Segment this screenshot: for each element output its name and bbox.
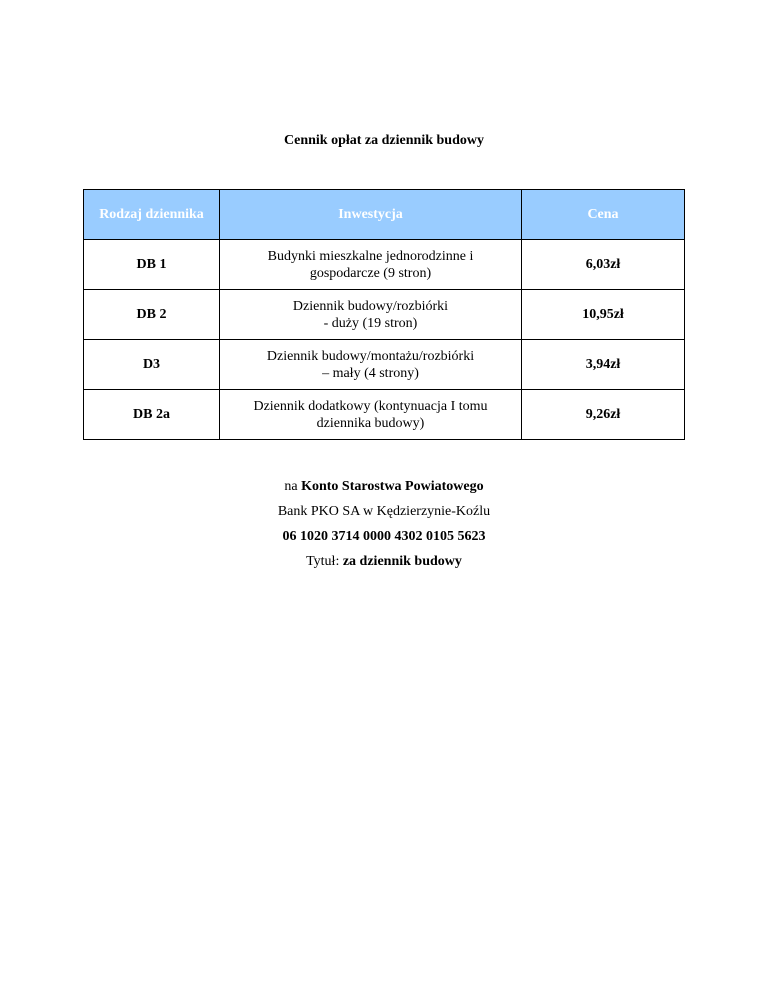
investment-line: gospodarcze (9 stron): [309, 265, 432, 281]
cell-investment: [220, 390, 522, 440]
payment-prefix: na: [284, 479, 298, 494]
investment-line: – mały (4 strony): [322, 365, 419, 381]
payment-title-value: za dziennik budowy: [342, 554, 462, 569]
cell-investment: [220, 340, 522, 390]
cell-type: DB 2a: [84, 390, 220, 440]
cell-type: D3: [84, 340, 220, 390]
investment-line: - duży (19 stron): [323, 315, 418, 331]
table-header-row: [84, 190, 685, 240]
price-table: [83, 189, 685, 440]
column-header-investment: Inwestycja: [220, 190, 522, 240]
table-row: [84, 290, 685, 340]
table-row: [84, 390, 685, 440]
table-row: [84, 340, 685, 390]
column-header-type: Rodzaj dziennika: [84, 190, 220, 240]
cell-type: DB 1: [84, 240, 220, 290]
account-holder: Konto Starostwa Powiatowego: [301, 479, 484, 494]
investment-line: Dziennik budowy/rozbiórki: [292, 298, 449, 314]
cell-price: 3,94zł: [522, 340, 685, 390]
payment-title-line: [0, 553, 768, 578]
payment-title-label: Tytuł:: [306, 554, 340, 569]
cell-investment: [220, 240, 522, 290]
account-number: [0, 528, 768, 553]
payment-account-holder-line: [0, 478, 768, 503]
page-title: Cennik opłat za dziennik budowy: [284, 133, 484, 148]
investment-line: Budynki mieszkalne jednorodzinne i: [267, 248, 474, 264]
table-row: [84, 240, 685, 290]
payment-info: [0, 478, 768, 578]
cell-type: DB 2: [84, 290, 220, 340]
account-number-value: 06 1020 3714 0000 4302 0105 5623: [282, 529, 486, 544]
investment-line: dziennika budowy): [316, 415, 425, 431]
investment-line: Dziennik dodatkowy (kontynuacja I tomu: [253, 398, 488, 414]
column-header-price: Cena: [522, 190, 685, 240]
cell-investment: [220, 290, 522, 340]
cell-price: 6,03zł: [522, 240, 685, 290]
cell-price: 9,26zł: [522, 390, 685, 440]
investment-line: Dziennik budowy/montażu/rozbiórki: [266, 348, 475, 364]
payment-bank-line: Bank PKO SA w Kędzierzynie-Koźlu: [277, 504, 491, 519]
cell-price: 10,95zł: [522, 290, 685, 340]
